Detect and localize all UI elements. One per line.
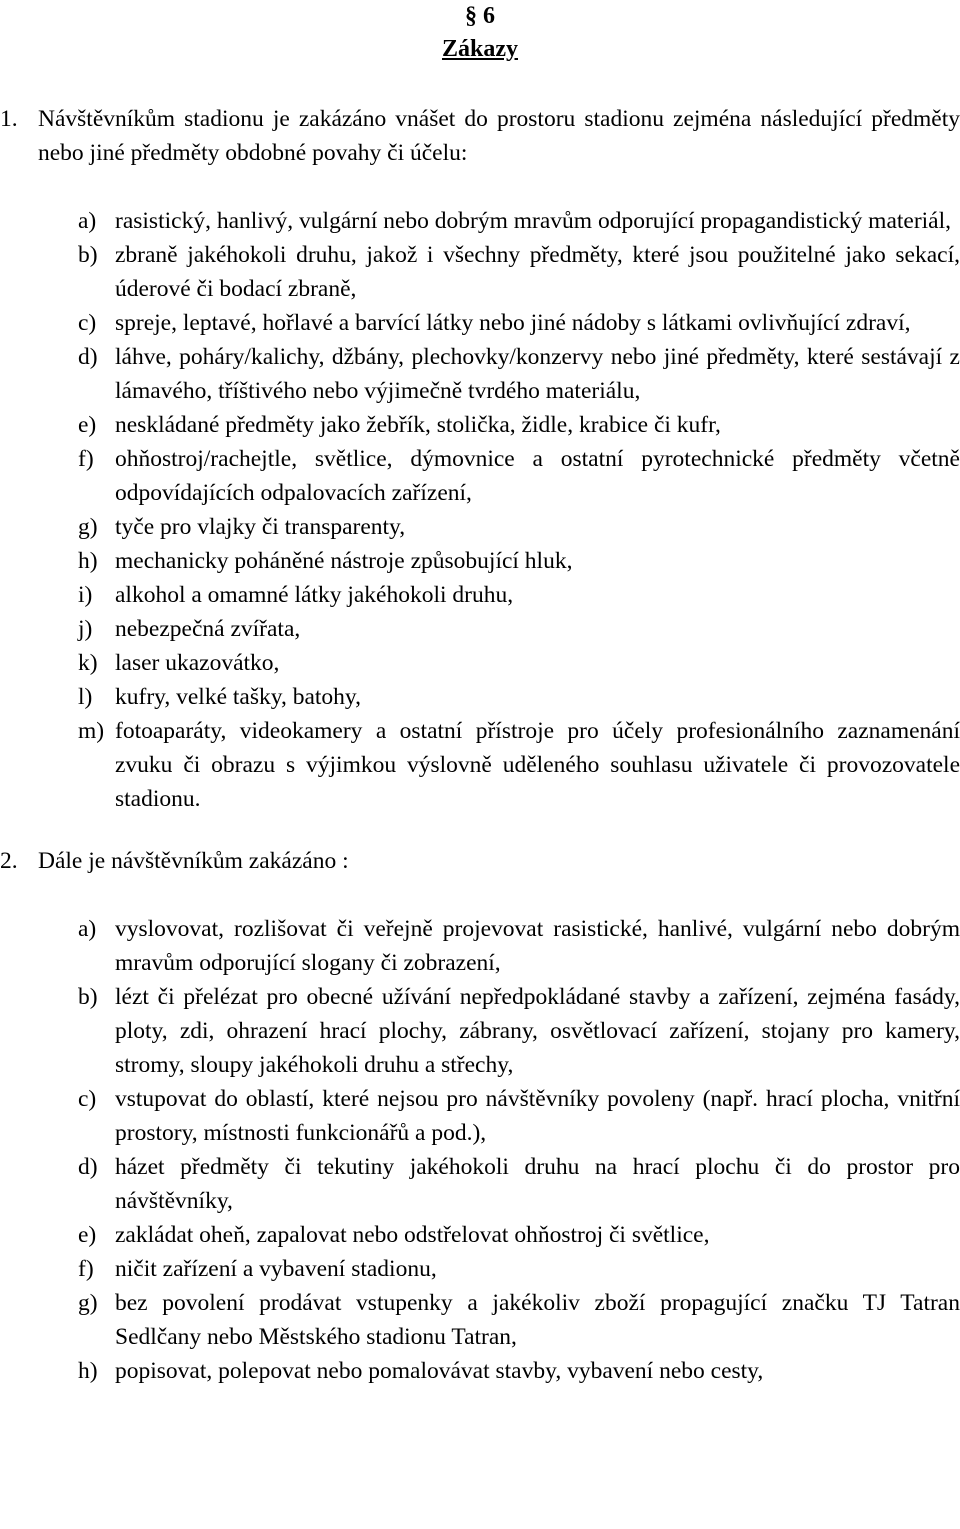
list-item-text: ohňostroj/rachejtle, světlice, dýmovnice a ostatní pyrotechnické předměty včetně odpovídajících odpalovacích zařízení, <box>115 446 960 506</box>
section-title: Zákazy <box>441 36 518 62</box>
list-item-label: e) <box>78 1222 97 1248</box>
point-2-number: 2. <box>0 848 18 874</box>
list-item <box>0 1286 960 1354</box>
list-item-text: házet předměty či tekutiny jakéhokoli druhu na hrací plochu či do prostor pro návštěvníky, <box>115 1154 960 1214</box>
list-item <box>0 340 960 408</box>
list-item-text: vstupovat do oblastí, které nejsou pro návštěvníky povoleny (např. hrací plocha, vnitřní prostory, místnosti funkcionářů a pod.), <box>115 1086 960 1146</box>
list-item-text: alkohol a omamné látky jakéhokoli druhu, <box>115 582 514 608</box>
list-item-label: a) <box>78 208 97 234</box>
section-heading <box>0 0 960 66</box>
list-item <box>0 544 960 578</box>
list-item <box>0 1218 960 1252</box>
list-item-text: kufry, velké tašky, batohy, <box>115 684 362 710</box>
point-1-number: 1. <box>0 106 18 132</box>
list-item-text: ničit zařízení a vybavení stadionu, <box>115 1256 437 1282</box>
list-item-label: a) <box>78 916 97 942</box>
list-item-label: l) <box>78 684 93 710</box>
point-1 <box>0 102 960 170</box>
point-2-list <box>0 912 960 1388</box>
list-item <box>0 680 960 714</box>
list-item <box>0 306 960 340</box>
list-item-text: tyče pro vlajky či transparenty, <box>115 514 406 540</box>
list-item <box>0 238 960 306</box>
list-item-text: vyslovovat, rozlišovat či veřejně projevovat rasistické, hanlivé, vulgární nebo dobrým mravům odporující slogany či zobrazení, <box>115 916 960 976</box>
list-item-label: b) <box>78 984 98 1010</box>
list-item-label: f) <box>78 446 94 472</box>
list-item-label: g) <box>78 514 98 540</box>
list-item-label: g) <box>78 1290 98 1316</box>
list-item-text: bez povolení prodávat vstupenky a jakékoliv zboží propagující značku TJ Tatran Sedlčany nebo Městského stadionu Tatran, <box>115 1290 960 1350</box>
list-item-text: popisovat, polepovat nebo pomalovávat stavby, vybavení nebo cesty, <box>115 1358 764 1384</box>
list-item <box>0 714 960 816</box>
list-item-label: c) <box>78 1086 97 1112</box>
list-item-label: d) <box>78 1154 98 1180</box>
list-item <box>0 510 960 544</box>
section-number: § 6 <box>465 3 495 29</box>
list-item <box>0 1252 960 1286</box>
list-item-label: d) <box>78 344 98 370</box>
list-item-text: zakládat oheň, zapalovat nebo odstřelovat ohňostroj či světlice, <box>115 1222 710 1248</box>
list-item-label: c) <box>78 310 97 336</box>
point-1-list <box>0 204 960 816</box>
list-item-label: m) <box>78 718 105 744</box>
list-item-text: láhve, poháry/kalichy, džbány, plechovky/konzervy nebo jiné předměty, které sestávají z lámavého, tříštivého nebo výjimečně tvrdého materiálu, <box>115 344 960 404</box>
list-item <box>0 408 960 442</box>
list-item-label: h) <box>78 548 98 574</box>
point-2 <box>0 844 960 878</box>
list-item-label: j) <box>78 616 93 642</box>
list-item-text: mechanicky poháněné nástroje způsobující hluk, <box>115 548 573 574</box>
list-item-text: lézt či přelézat pro obecné užívání nepředpokládané stavby a zařízení, zejména fasády, ploty, zdi, ohrazení hrací plochy, zábrany, osvětlovací zařízení, stojany pro kamery, stromy, sloupy jakéhokoli druhu a střechy, <box>115 984 960 1078</box>
list-item <box>0 204 960 238</box>
list-item <box>0 578 960 612</box>
list-item-label: e) <box>78 412 97 438</box>
list-item-label: f) <box>78 1256 94 1282</box>
list-item-text: zbraně jakéhokoli druhu, jakož i všechny předměty, které jsou použitelné jako sekací, úderové či bodací zbraně, <box>115 242 960 302</box>
list-item-text: neskládané předměty jako žebřík, stolička, židle, krabice či kufr, <box>115 412 721 438</box>
list-item-label: h) <box>78 1358 98 1384</box>
list-item <box>0 612 960 646</box>
list-item-text: nebezpečná zvířata, <box>115 616 301 642</box>
list-item-text: fotoaparáty, videokamery a ostatní přístroje pro účely profesionálního zaznamenání zvuku či obrazu s výjimkou výslovně uděleného souhlasu uživatele či provozovatele stadionu. <box>115 718 960 812</box>
list-item <box>0 442 960 510</box>
list-item <box>0 912 960 980</box>
point-1-text: Návštěvníkům stadionu je zakázáno vnášet do prostoru stadionu zejména následující předměty nebo jiné předměty obdobné povahy či účelu: <box>38 106 960 166</box>
list-item-label: b) <box>78 242 98 268</box>
list-item-text: rasistický, hanlivý, vulgární nebo dobrým mravům odporující propagandistický materiál, <box>115 208 952 234</box>
list-item <box>0 1150 960 1218</box>
list-item-text: spreje, leptavé, hořlavé a barvící látky nebo jiné nádoby s látkami ovlivňující zdraví, <box>115 310 911 336</box>
list-item <box>0 1354 960 1388</box>
list-item <box>0 646 960 680</box>
list-item-label: k) <box>78 650 98 676</box>
list-item <box>0 1082 960 1150</box>
list-item-label: i) <box>78 582 93 608</box>
list-item-text: laser ukazovátko, <box>115 650 280 676</box>
list-item <box>0 980 960 1082</box>
point-2-text: Dále je návštěvníkům zakázáno : <box>38 848 349 874</box>
